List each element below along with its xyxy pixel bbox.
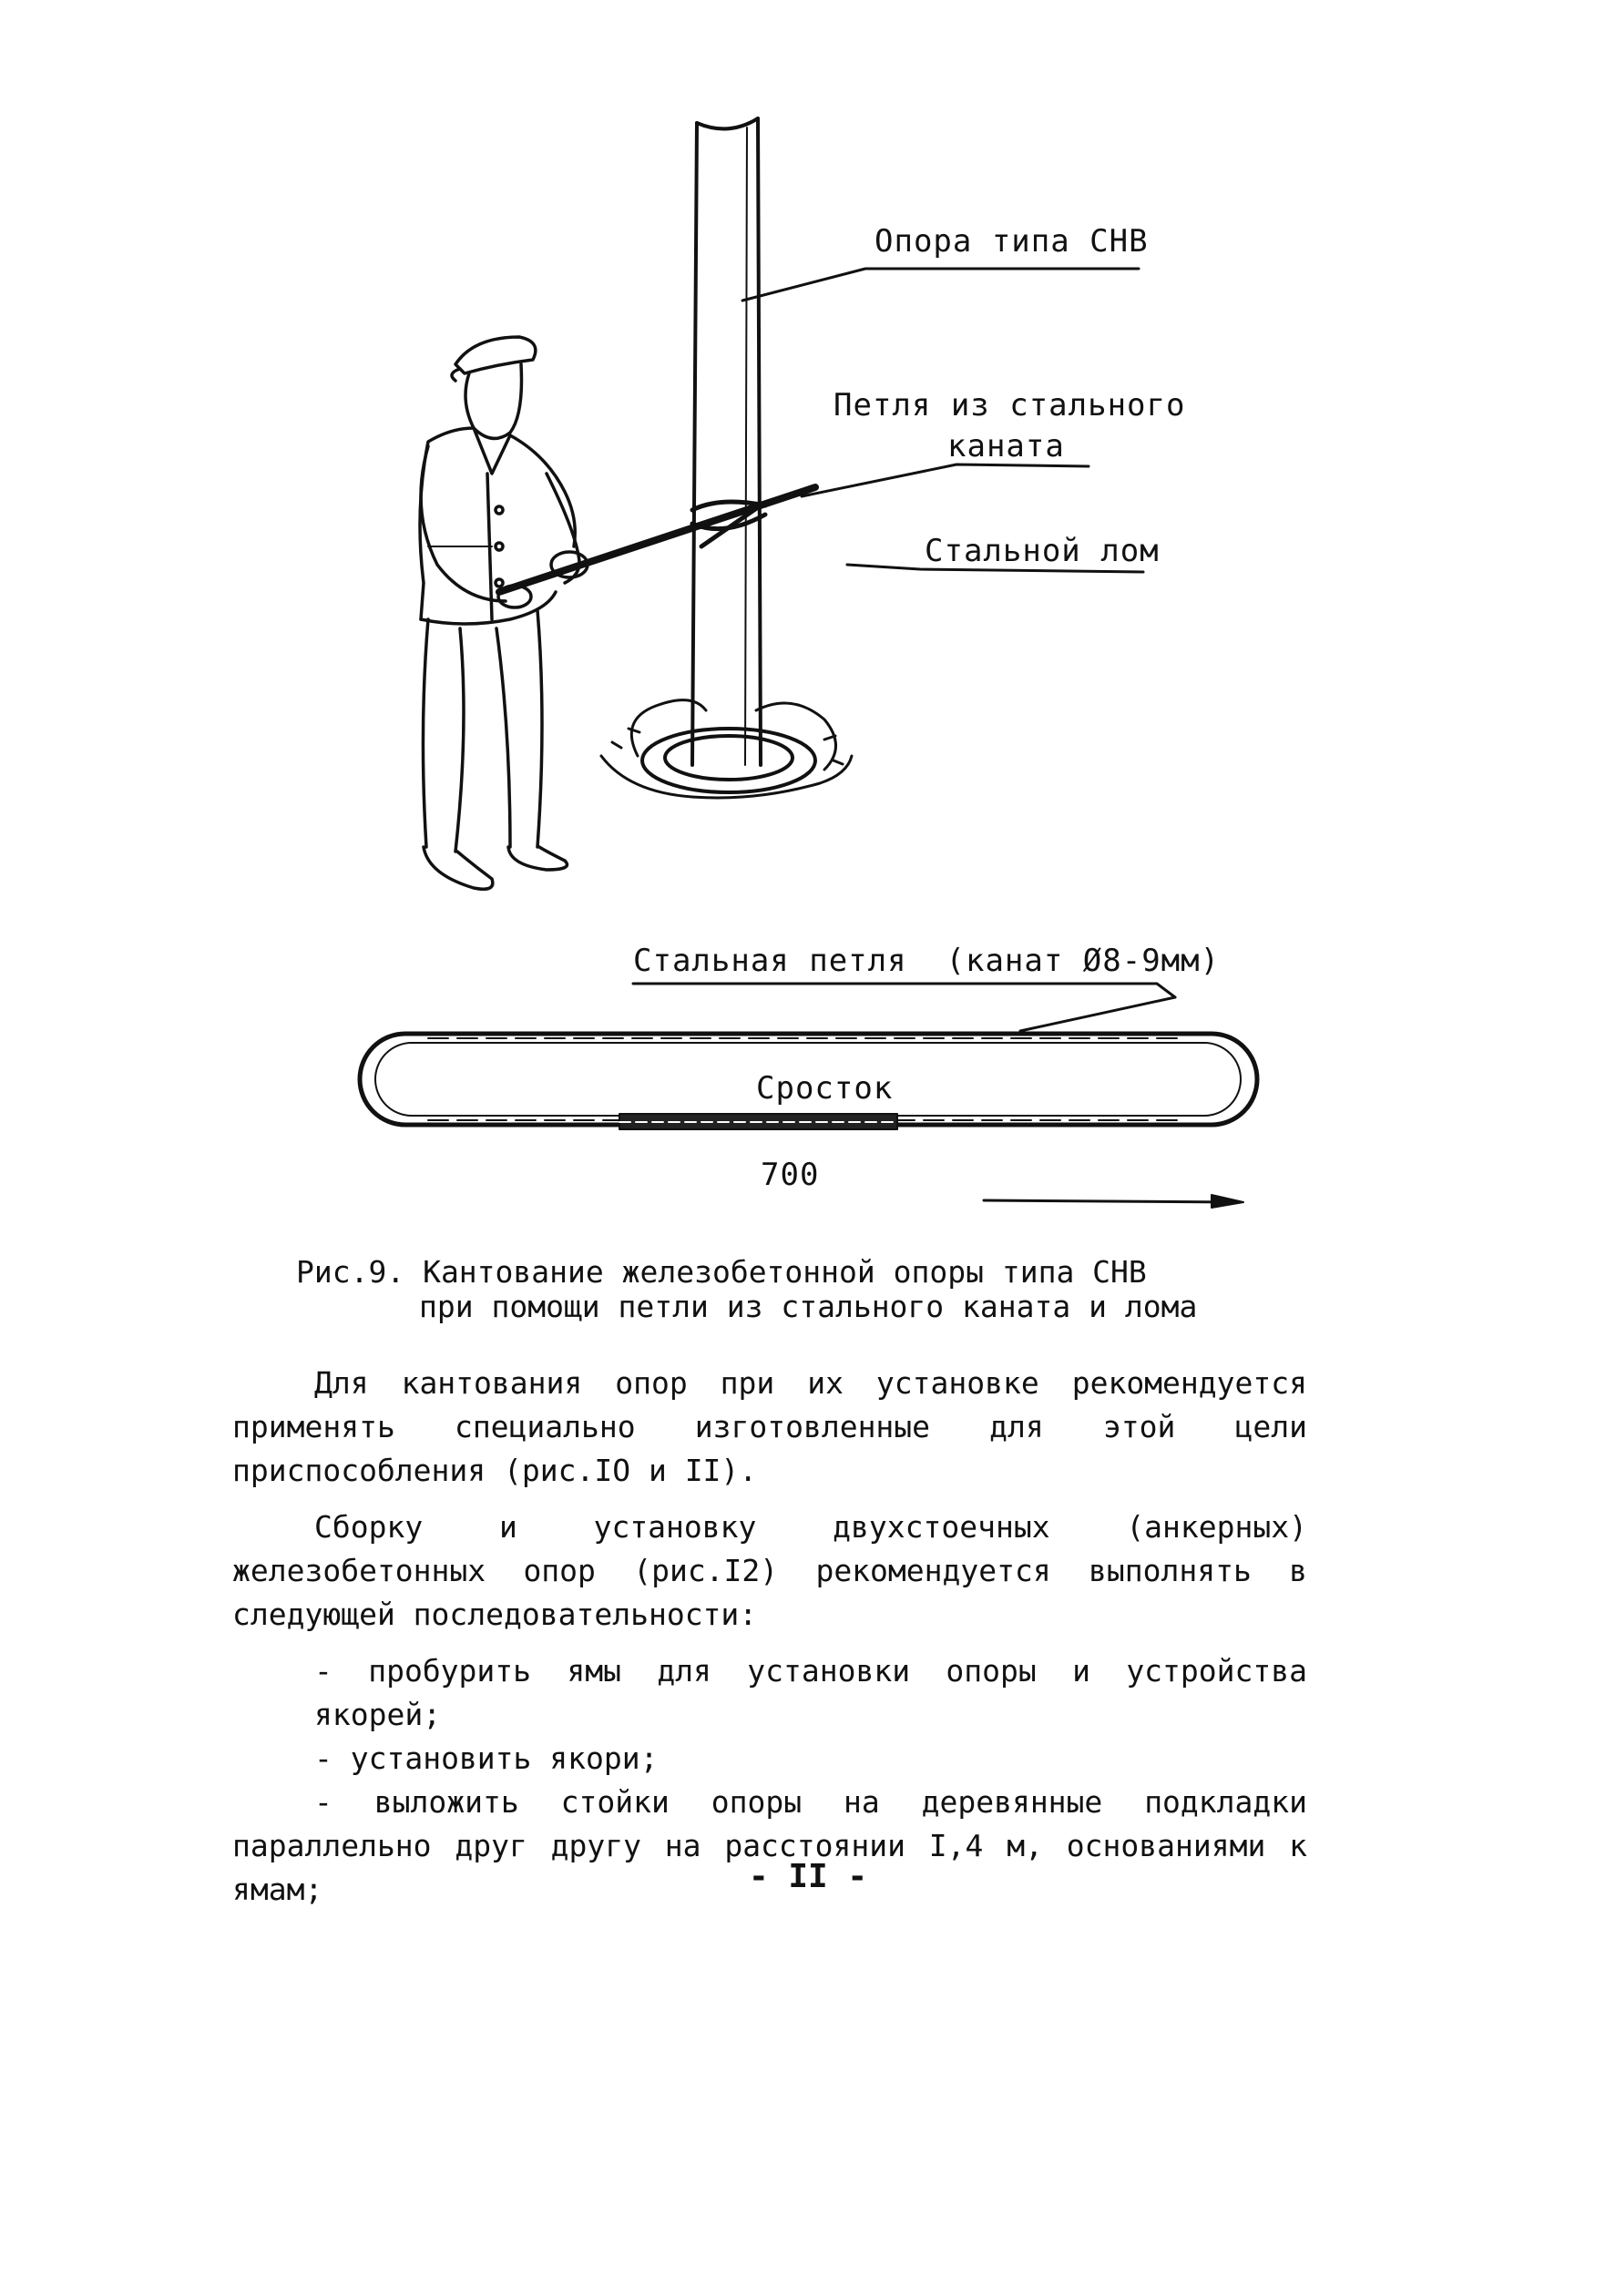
body-text: [232, 1362, 1307, 1912]
label-steel-rope-loop-2: каната: [947, 428, 1065, 464]
label-splice: Сросток: [756, 1070, 894, 1107]
list-item-1: - пробурить ямы для установки опоры и устройства якорей;: [314, 1653, 1307, 1732]
label-steel-rope-loop: Петля из стального: [834, 387, 1186, 423]
list-item-2: - установить якори;: [314, 1740, 659, 1776]
list-item-3: - выложить стойки опоры на деревянные подкладки параллельно друг другу на расстоянии I,4 м, основаниями к ямам;: [232, 1784, 1307, 1907]
label-pole-type: Опора типа СНВ: [874, 223, 1149, 260]
ground-hole: [601, 700, 852, 798]
page-number: - II -: [748, 1858, 868, 1895]
label-length: 700: [761, 1157, 820, 1193]
worker-figure: [420, 337, 588, 889]
caption-line-1: Рис.9. Кантование железобетонной опоры типа СНВ: [296, 1254, 1147, 1290]
crowbar: [499, 487, 815, 592]
label-crowbar: Стальной лом: [925, 533, 1160, 569]
leader-lines: [633, 269, 1175, 1031]
paragraph-2: Сборку и установку двухстоечных (анкерных) железобетонных опор (рис.I2) рекомендуется выполнять в следующей последовательности:: [232, 1509, 1307, 1632]
figure-caption: [296, 1255, 1197, 1324]
label-steel-loop: Стальная петля (канат Ø8-9мм): [633, 943, 1221, 979]
dimension-arrow: [984, 1200, 1239, 1202]
caption-line-2: при помощи петли из стального каната и лома: [419, 1289, 1198, 1324]
concrete-pole: [692, 118, 761, 765]
paragraph-1: Для кантования опор при их установке рекомендуется применять специально изготовленные для этой цели приспособления (рис.IO и II).: [232, 1365, 1307, 1488]
